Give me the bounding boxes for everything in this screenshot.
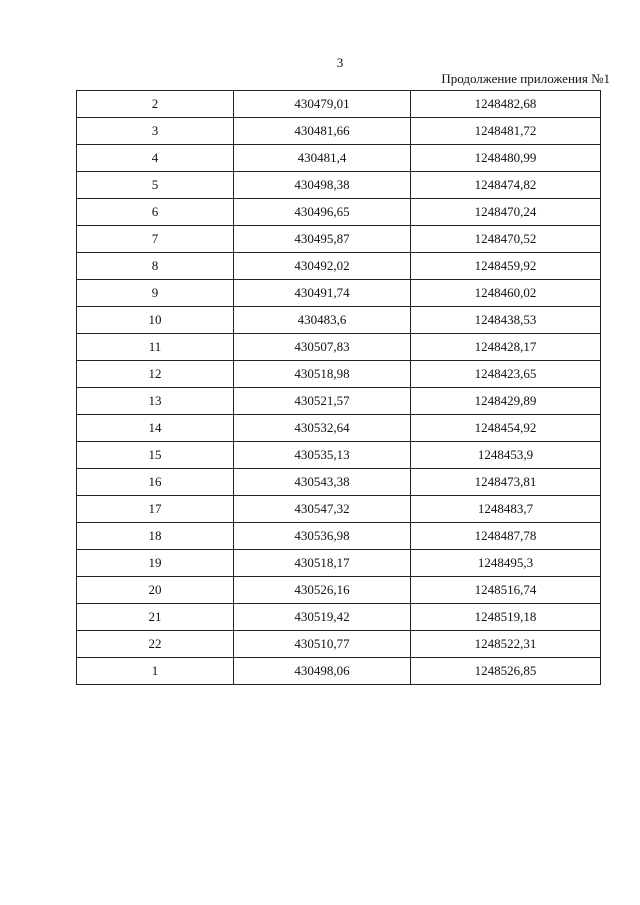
y-coordinate-cell: 1248482,68 <box>411 91 601 118</box>
table-row <box>77 280 601 307</box>
coordinates-table <box>76 90 601 685</box>
x-coordinate-cell: 430518,98 <box>234 361 411 388</box>
x-coordinate-cell: 430510,77 <box>234 631 411 658</box>
point-number-cell: 18 <box>77 523 234 550</box>
x-coordinate-cell: 430507,83 <box>234 334 411 361</box>
table-row <box>77 469 601 496</box>
y-coordinate-cell: 1248526,85 <box>411 658 601 685</box>
table-row <box>77 199 601 226</box>
point-number-cell: 4 <box>77 145 234 172</box>
point-number-cell: 16 <box>77 469 234 496</box>
x-coordinate-cell: 430479,01 <box>234 91 411 118</box>
point-number-cell: 8 <box>77 253 234 280</box>
appendix-caption: Продолжение приложения №1 <box>441 71 610 86</box>
table-row <box>77 604 601 631</box>
table-row <box>77 172 601 199</box>
point-number-cell: 22 <box>77 631 234 658</box>
point-number-cell: 5 <box>77 172 234 199</box>
point-number-cell: 15 <box>77 442 234 469</box>
y-coordinate-cell: 1248519,18 <box>411 604 601 631</box>
x-coordinate-cell: 430532,64 <box>234 415 411 442</box>
y-coordinate-cell: 1248470,24 <box>411 199 601 226</box>
point-number-cell: 14 <box>77 415 234 442</box>
table-row <box>77 334 601 361</box>
point-number-cell: 19 <box>77 550 234 577</box>
table-row <box>77 496 601 523</box>
y-coordinate-cell: 1248470,52 <box>411 226 601 253</box>
table-row <box>77 577 601 604</box>
x-coordinate-cell: 430536,98 <box>234 523 411 550</box>
x-coordinate-cell: 430543,38 <box>234 469 411 496</box>
y-coordinate-cell: 1248474,82 <box>411 172 601 199</box>
y-coordinate-cell: 1248460,02 <box>411 280 601 307</box>
y-coordinate-cell: 1248423,65 <box>411 361 601 388</box>
point-number-cell: 3 <box>77 118 234 145</box>
table-row <box>77 253 601 280</box>
point-number-cell: 11 <box>77 334 234 361</box>
y-coordinate-cell: 1248428,17 <box>411 334 601 361</box>
x-coordinate-cell: 430535,13 <box>234 442 411 469</box>
table-row <box>77 307 601 334</box>
point-number-cell: 6 <box>77 199 234 226</box>
table-row <box>77 550 601 577</box>
x-coordinate-cell: 430495,87 <box>234 226 411 253</box>
y-coordinate-cell: 1248453,9 <box>411 442 601 469</box>
x-coordinate-cell: 430496,65 <box>234 199 411 226</box>
x-coordinate-cell: 430498,06 <box>234 658 411 685</box>
y-coordinate-cell: 1248438,53 <box>411 307 601 334</box>
x-coordinate-cell: 430526,16 <box>234 577 411 604</box>
x-coordinate-cell: 430491,74 <box>234 280 411 307</box>
x-coordinate-cell: 430547,32 <box>234 496 411 523</box>
point-number-cell: 17 <box>77 496 234 523</box>
point-number-cell: 1 <box>77 658 234 685</box>
table-row <box>77 415 601 442</box>
y-coordinate-cell: 1248481,72 <box>411 118 601 145</box>
page-number: 3 <box>336 55 344 70</box>
point-number-cell: 20 <box>77 577 234 604</box>
x-coordinate-cell: 430481,66 <box>234 118 411 145</box>
x-coordinate-cell: 430498,38 <box>234 172 411 199</box>
point-number-cell: 2 <box>77 91 234 118</box>
y-coordinate-cell: 1248473,81 <box>411 469 601 496</box>
table-row <box>77 388 601 415</box>
point-number-cell: 12 <box>77 361 234 388</box>
coordinates-table-body <box>77 91 601 685</box>
y-coordinate-cell: 1248522,31 <box>411 631 601 658</box>
y-coordinate-cell: 1248429,89 <box>411 388 601 415</box>
point-number-cell: 21 <box>77 604 234 631</box>
x-coordinate-cell: 430483,6 <box>234 307 411 334</box>
y-coordinate-cell: 1248483,7 <box>411 496 601 523</box>
point-number-cell: 9 <box>77 280 234 307</box>
table-row <box>77 226 601 253</box>
point-number-cell: 7 <box>77 226 234 253</box>
table-row <box>77 631 601 658</box>
table-row <box>77 523 601 550</box>
x-coordinate-cell: 430521,57 <box>234 388 411 415</box>
x-coordinate-cell: 430519,42 <box>234 604 411 631</box>
table-row <box>77 118 601 145</box>
y-coordinate-cell: 1248454,92 <box>411 415 601 442</box>
table-row <box>77 658 601 685</box>
table-row <box>77 361 601 388</box>
table-row <box>77 145 601 172</box>
x-coordinate-cell: 430518,17 <box>234 550 411 577</box>
x-coordinate-cell: 430492,02 <box>234 253 411 280</box>
y-coordinate-cell: 1248459,92 <box>411 253 601 280</box>
x-coordinate-cell: 430481,4 <box>234 145 411 172</box>
table-row <box>77 91 601 118</box>
y-coordinate-cell: 1248495,3 <box>411 550 601 577</box>
y-coordinate-cell: 1248487,78 <box>411 523 601 550</box>
table-row <box>77 442 601 469</box>
point-number-cell: 10 <box>77 307 234 334</box>
y-coordinate-cell: 1248480,99 <box>411 145 601 172</box>
point-number-cell: 13 <box>77 388 234 415</box>
y-coordinate-cell: 1248516,74 <box>411 577 601 604</box>
